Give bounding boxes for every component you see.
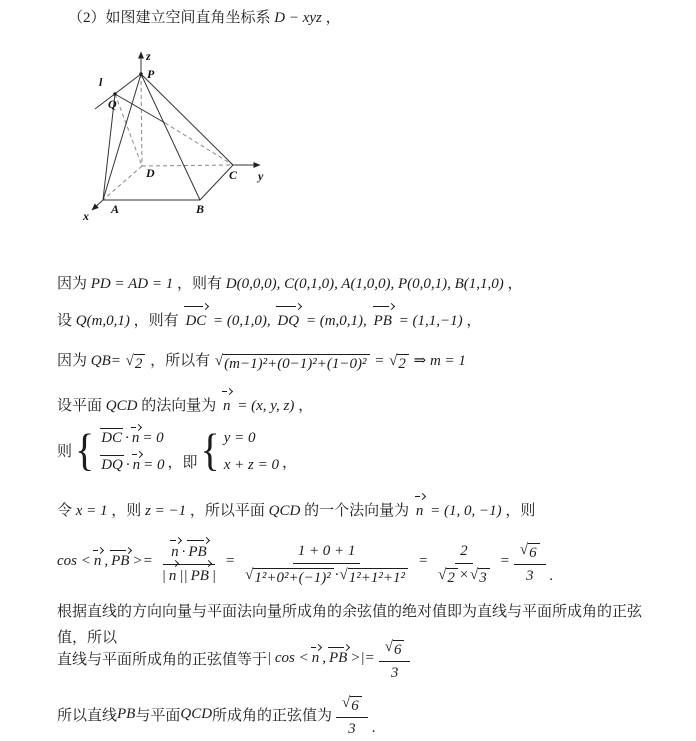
label-point-A: A [111, 202, 120, 216]
left-brace: { [75, 423, 95, 476]
fraction-dot-product: n · PB | n || PB | [157, 537, 221, 586]
label-point-P: P [147, 67, 155, 81]
pyramid-diagram [80, 46, 280, 228]
equation-x-plus-z: x + z = 0 [223, 457, 279, 473]
label-line-l: l [99, 75, 103, 89]
edge-PA [103, 74, 141, 200]
vector-n: n [311, 650, 320, 667]
edge-PC [141, 74, 233, 165]
solution-line-normal-setup: 设平面 QCD 的法向量为 n = (x, y, z) ， [57, 394, 313, 420]
sqrt-2: √ 2 [126, 354, 146, 374]
label-z-axis: z [146, 49, 151, 63]
vector-DQ: DQ [101, 457, 123, 473]
edge-DA-dashed [103, 166, 142, 200]
sqrt-PB-magnitude: √ 1²+1²+1² [340, 568, 408, 588]
point-Q-dot [113, 92, 117, 96]
label-y-axis: y [258, 169, 264, 183]
heading-text: （2）如图建立空间直角坐标系 [68, 10, 271, 26]
solution-line-vectors: 设 Q(m,0,1) ，则有 DC = (0,1,0), DQ = (m,0,1), PB = (1,1,−1) ， [57, 309, 481, 335]
sqrt-6: √ 6 [385, 640, 405, 660]
edge-DC-dashed [142, 165, 233, 166]
sqrt-6: √ 6 [520, 543, 540, 563]
vector-n: n [167, 567, 179, 587]
sqrt-n-magnitude: √ 1²+0²+(−1)² [245, 568, 334, 588]
solution-line-explanation: 根据直线的方向向量与平面法向量所成角的余弦值的绝对值即为直线与平面所成角的正弦值，所以 [57, 604, 643, 646]
coordinate-system-name: D − xyz [274, 10, 322, 26]
sqrt-2: √ 2 [438, 568, 458, 588]
vector-PB: PB [189, 567, 211, 587]
vector-DQ: DQ [275, 309, 301, 335]
vector-DC: DC [183, 309, 208, 335]
solution-line-equation-system: 则 { DC · n = 0 DQ · n = 0 ，即 { y = 0 x + z = 0 ， [57, 423, 297, 476]
solution-line-sine-value: 直线与平面所成角的正弦值等于 | cos < n , PB >|= √ 6 3 [57, 634, 414, 683]
system-row-DC: DC · n = 0 [101, 430, 164, 446]
fraction-sqrt6-over-3: √ 6 3 [336, 690, 368, 739]
equation-y: y = 0 [223, 430, 256, 446]
vector-PB: PB [111, 553, 130, 570]
fraction-simplified: 2 √ 2 × √ 3 [432, 536, 496, 587]
vector-n: n [414, 499, 426, 525]
fraction-result-sqrt6-over-3: √ 6 3 [514, 537, 546, 586]
solution-line-normal-result: 令 x = 1 ，则 z = −1 ，所以平面 QCD 的一个法向量为 n = (1, 0, −1) ，则 [57, 499, 535, 525]
solution-line-point-coordinates: 因为 PD = AD = 1 ，则有 D(0,0,0), C(0,1,0), A(1,0,0), P(0,0,1), B(1,1,0) ， [57, 276, 523, 292]
vector-n: n [169, 543, 181, 563]
label-point-Q: Q [108, 97, 117, 111]
vector-n: n [93, 553, 102, 570]
sqrt-6: √ 6 [342, 696, 362, 716]
vector-n: n [221, 394, 233, 420]
edge-QD-dashed [115, 94, 142, 166]
label-point-B: B [196, 202, 205, 216]
vector-PB: PB [372, 309, 394, 335]
solution-line-conclusion: 所以直线 PB 与平面 QCD 所成角的正弦值为 √ 6 3 . [57, 690, 376, 739]
edge-QC-hidden-dashed [165, 123, 233, 165]
point-P-dot [139, 72, 143, 76]
fraction-sqrt6-over-3: √ 6 3 [379, 634, 411, 683]
left-brace: { [200, 423, 220, 476]
edge-PB [141, 74, 200, 200]
vector-n: n [132, 457, 141, 473]
vector-PB: PB [186, 543, 208, 563]
vector-n: n [131, 430, 140, 446]
sqrt-2: √ 2 [389, 354, 409, 374]
edge-PD-dashed [141, 74, 142, 166]
problem-part-2-heading: （2）如图建立空间直角坐标系 D − xyz ， [68, 10, 341, 26]
sqrt-distance-expression: √ (m−1)²+(0−1)²+(1−0)² [215, 354, 370, 374]
x-axis [92, 200, 103, 210]
solution-line-cosine-computation: cos < n , PB >= n · PB | n || PB | = 1 + 0 + 1 √ 1²+0²+(−1)² · √ 1²+1²+1² = 2 √ 2 × √ 3 = √ 6 3 . [57, 536, 553, 587]
fraction-numeric: 1 + 0 + 1 √ 1²+0²+(−1)² · √ 1²+1²+1² [239, 536, 414, 587]
label-point-D: D [146, 166, 155, 180]
sqrt-3: √ 3 [470, 568, 490, 588]
system-dot-products [75, 423, 165, 476]
coordinate-figure [80, 46, 280, 228]
system-row-DQ: DQ · n = 0 [101, 457, 165, 473]
system-simplified [200, 423, 279, 476]
vector-PB: PB [329, 650, 348, 667]
label-point-C: C [229, 168, 238, 182]
label-x-axis: x [83, 209, 89, 223]
solution-line-QB-equation: 因为 QB= √ 2 ，所以有 √ (m−1)²+(0−1)²+(1−0)² = √ 2 ⇒ m = 1 [57, 353, 466, 372]
vector-DC: DC [101, 430, 123, 446]
